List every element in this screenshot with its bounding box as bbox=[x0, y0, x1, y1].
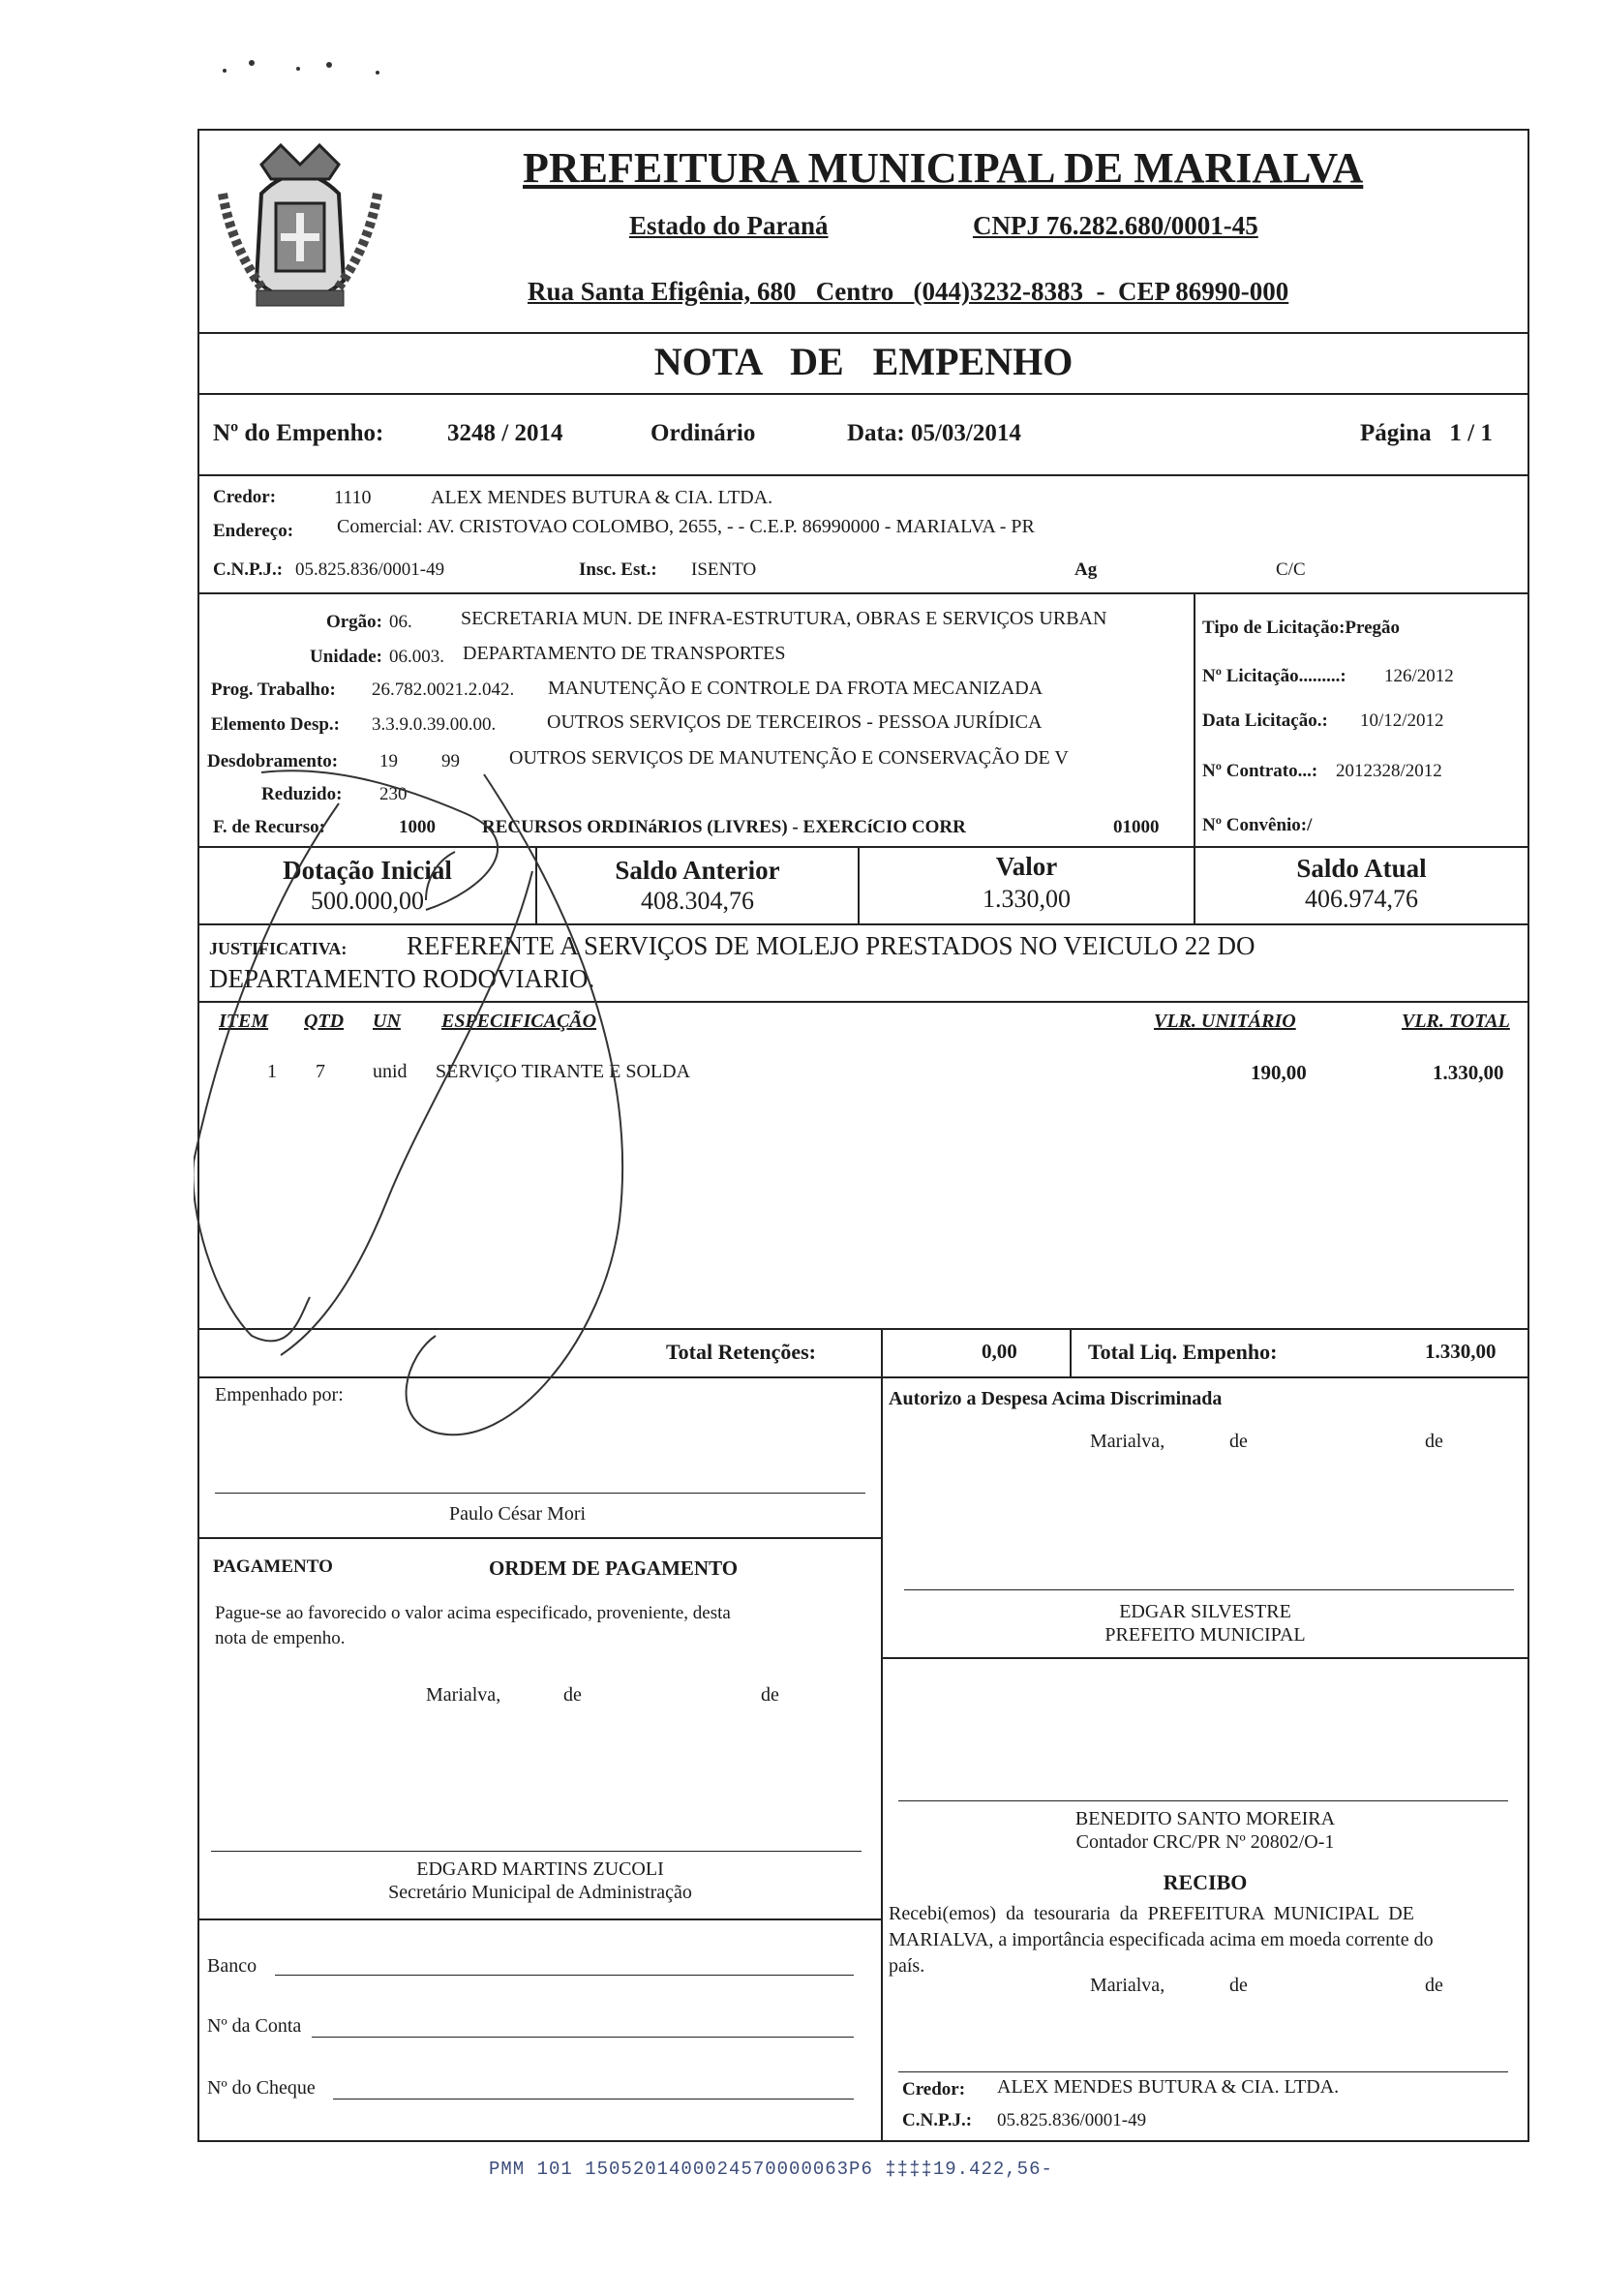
empenho-num-value: 3248 / 2014 bbox=[447, 420, 563, 446]
recibo-cnpj-value: 05.825.836/0001-49 bbox=[997, 2110, 1147, 2130]
row-espec: SERVIÇO TIRANTE E SOLDA bbox=[436, 1061, 691, 1082]
empenho-type: Ordinário bbox=[650, 420, 756, 446]
desd-desc: OUTROS SERVIÇOS DE MANUTENÇÃO E CONSERVAÇÃO DE V bbox=[509, 747, 1069, 769]
elem-code: 3.3.9.0.39.00.00. bbox=[372, 714, 497, 735]
pagamento-label: PAGAMENTO bbox=[213, 1556, 333, 1577]
header-address: Rua Santa Efigênia, 680 Centro (044)3232-8383 - CEP 86990-000 bbox=[528, 277, 1289, 306]
unidade-code: 06.003. bbox=[389, 647, 444, 667]
empenho-page: Página 1 / 1 bbox=[1360, 420, 1493, 446]
pagamento-text2: nota de empenho. bbox=[215, 1628, 346, 1648]
atual-label: Saldo Atual bbox=[1296, 854, 1427, 883]
secretario-role: Secretário Municipal de Administração bbox=[388, 1882, 692, 1903]
recibo-de2: de bbox=[1425, 1975, 1443, 1996]
recurso-code: 1000 bbox=[399, 817, 436, 837]
ordem-label: ORDEM DE PAGAMENTO bbox=[489, 1556, 739, 1580]
licitacao-num-value: 126/2012 bbox=[1384, 666, 1454, 686]
col-espec: ESPECIFICAÇÃO bbox=[441, 1011, 597, 1032]
cnpj-label: C.N.P.J.: bbox=[213, 559, 284, 580]
empenhado-name: Paulo César Mori bbox=[449, 1503, 587, 1525]
prog-code: 26.782.0021.2.042. bbox=[372, 680, 515, 700]
recibo-title: RECIBO bbox=[1163, 1870, 1248, 1894]
recibo-line2: MARIALVA, a importância especificada acima em moeda corrente do bbox=[889, 1929, 1434, 1950]
contrato-value: 2012328/2012 bbox=[1336, 761, 1442, 781]
reduzido-label: Reduzido: bbox=[261, 784, 343, 804]
insc-label: Insc. Est.: bbox=[579, 559, 657, 580]
elem-label: Elemento Desp.: bbox=[211, 714, 340, 735]
doc-title: NOTA DE EMPENHO bbox=[653, 340, 1074, 383]
recibo-place: Marialva, bbox=[1090, 1975, 1165, 1996]
licitacao-num-label: Nº Licitação.........: bbox=[1202, 666, 1346, 686]
retencoes-label: Total Retenções: bbox=[666, 1340, 816, 1364]
cheque-label: Nº do Cheque bbox=[207, 2077, 316, 2099]
pagamento-place: Marialva, bbox=[426, 1684, 501, 1706]
justificativa-line2: DEPARTAMENTO RODOVIARIO. bbox=[209, 964, 595, 993]
secretario-name: EDGARD MARTINS ZUCOLI bbox=[416, 1858, 664, 1880]
cnpj-value: 05.825.836/0001-49 bbox=[295, 559, 445, 580]
autorizo-label: Autorizo a Despesa Acima Discriminada bbox=[889, 1388, 1223, 1409]
prefeito-role: PREFEITO MUNICIPAL bbox=[1104, 1624, 1306, 1646]
recibo-credor-value: ALEX MENDES BUTURA & CIA. LTDA. bbox=[997, 2076, 1340, 2098]
autorizo-de2: de bbox=[1425, 1431, 1443, 1452]
recurso-label: F. de Recurso: bbox=[213, 817, 325, 837]
col-qtd: QTD bbox=[304, 1011, 345, 1032]
dotacao-label: Dotação Inicial bbox=[283, 856, 452, 885]
bank-stamp: PMM 101 1505201400024570000063P6 ‡‡‡‡19.422,56- bbox=[489, 2159, 1053, 2180]
insc-value: ISENTO bbox=[691, 559, 757, 580]
banco-label: Banco bbox=[207, 1955, 257, 1977]
orgao-desc: SECRETARIA MUN. DE INFRA-ESTRUTURA, OBRAS E SERVIÇOS URBAN bbox=[461, 608, 1107, 629]
licitacao-tipo: Tipo de Licitação:Pregão bbox=[1202, 618, 1401, 638]
reduzido-value: 230 bbox=[379, 784, 408, 804]
header-cnpj: CNPJ 76.282.680/0001-45 bbox=[973, 211, 1258, 240]
licitacao-data-label: Data Licitação.: bbox=[1202, 710, 1328, 731]
anterior-label: Saldo Anterior bbox=[615, 856, 780, 885]
col-unit: VLR. UNITÁRIO bbox=[1154, 1011, 1296, 1032]
dotacao-value: 500.000,00 bbox=[311, 887, 424, 915]
pagamento-text1: Pague-se ao favorecido o valor acima especificado, proveniente, desta bbox=[215, 1603, 731, 1623]
pagamento-de2: de bbox=[761, 1684, 779, 1706]
valor-label: Valor bbox=[995, 852, 1058, 881]
liq-label: Total Liq. Empenho: bbox=[1088, 1340, 1278, 1364]
licitacao-data-value: 10/12/2012 bbox=[1360, 710, 1444, 731]
endereco-label: Endereço: bbox=[213, 521, 294, 541]
liq-value: 1.330,00 bbox=[1425, 1340, 1497, 1363]
credor-label: Credor: bbox=[213, 487, 277, 507]
desd-code2: 99 bbox=[441, 751, 460, 771]
elem-desc: OUTROS SERVIÇOS DE TERCEIROS - PESSOA JURÍDICA bbox=[547, 711, 1043, 733]
col-total: VLR. TOTAL bbox=[1402, 1011, 1510, 1032]
empenho-date: Data: 05/03/2014 bbox=[847, 420, 1021, 446]
justificativa-line1: REFERENTE A SERVIÇOS DE MOLEJO PRESTADOS NO VEICULO 22 DO bbox=[407, 931, 1255, 960]
desd-code: 19 bbox=[379, 751, 398, 771]
col-un: UN bbox=[373, 1011, 401, 1032]
desd-label: Desdobramento: bbox=[207, 751, 339, 771]
recibo-cnpj-label: C.N.P.J.: bbox=[902, 2110, 973, 2130]
retencoes-value: 0,00 bbox=[982, 1340, 1017, 1363]
orgao-code: 06. bbox=[389, 612, 412, 632]
cc-label: C/C bbox=[1276, 559, 1306, 580]
row-qtd: 7 bbox=[316, 1061, 325, 1082]
justificativa-label: JUSTIFICATIVA: bbox=[209, 939, 348, 958]
valor-value: 1.330,00 bbox=[983, 885, 1071, 913]
credor-code: 1110 bbox=[334, 487, 372, 508]
contador-name: BENEDITO SANTO MOREIRA bbox=[1074, 1808, 1336, 1829]
recibo-de1: de bbox=[1229, 1975, 1248, 1996]
col-item: ITEM bbox=[219, 1011, 269, 1032]
ag-label: Ag bbox=[1074, 559, 1098, 580]
recibo-line3: país. bbox=[889, 1955, 925, 1977]
empenhado-label: Empenhado por: bbox=[215, 1384, 344, 1405]
orgao-label: Orgão: bbox=[325, 612, 382, 632]
unidade-desc: DEPARTAMENTO DE TRANSPORTES bbox=[463, 643, 786, 664]
endereco-value: Comercial: AV. CRISTOVAO COLOMBO, 2655, - - C.E.P. 86990000 - MARIALVA - PR bbox=[337, 516, 1035, 537]
row-item: 1 bbox=[267, 1061, 277, 1082]
pagamento-de1: de bbox=[563, 1684, 582, 1706]
empenho-num-label: Nº do Empenho: bbox=[213, 420, 384, 446]
prefeito-name: EDGAR SILVESTRE bbox=[1119, 1601, 1291, 1622]
recibo-credor-label: Credor: bbox=[902, 2079, 966, 2100]
contrato-label: Nº Contrato...: bbox=[1202, 761, 1318, 781]
row-total: 1.330,00 bbox=[1433, 1061, 1504, 1084]
header-state: Estado do Paraná bbox=[629, 211, 829, 240]
atual-value: 406.974,76 bbox=[1305, 885, 1418, 913]
unidade-label: Unidade: bbox=[310, 647, 382, 667]
coat-of-arms-logo bbox=[203, 136, 397, 329]
prog-label: Prog. Trabalho: bbox=[211, 680, 336, 700]
prog-desc: MANUTENÇÃO E CONTROLE DA FROTA MECANIZADA bbox=[548, 678, 1043, 699]
convenio: Nº Convênio:/ bbox=[1202, 815, 1313, 835]
recurso-desc: RECURSOS ORDINáRIOS (LIVRES) - EXERCíCIO CORR bbox=[482, 817, 966, 837]
recurso-num: 01000 bbox=[1113, 817, 1160, 837]
conta-label: Nº da Conta bbox=[207, 2015, 302, 2037]
anterior-value: 408.304,76 bbox=[641, 887, 754, 915]
recibo-line1: Recebi(emos) da tesouraria da PREFEITURA MUNICIPAL DE bbox=[889, 1903, 1414, 1924]
handwritten-signature bbox=[194, 755, 658, 1471]
autorizo-de1: de bbox=[1229, 1431, 1248, 1452]
row-un: unid bbox=[373, 1061, 408, 1082]
row-unit: 190,00 bbox=[1251, 1061, 1307, 1084]
autorizo-place: Marialva, bbox=[1090, 1431, 1165, 1452]
contador-role: Contador CRC/PR Nº 20802/O-1 bbox=[1075, 1831, 1335, 1853]
credor-name: ALEX MENDES BUTURA & CIA. LTDA. bbox=[431, 487, 773, 508]
scan-marks bbox=[213, 44, 407, 82]
header-title: PREFEITURA MUNICIPAL DE MARIALVA bbox=[523, 144, 1364, 192]
